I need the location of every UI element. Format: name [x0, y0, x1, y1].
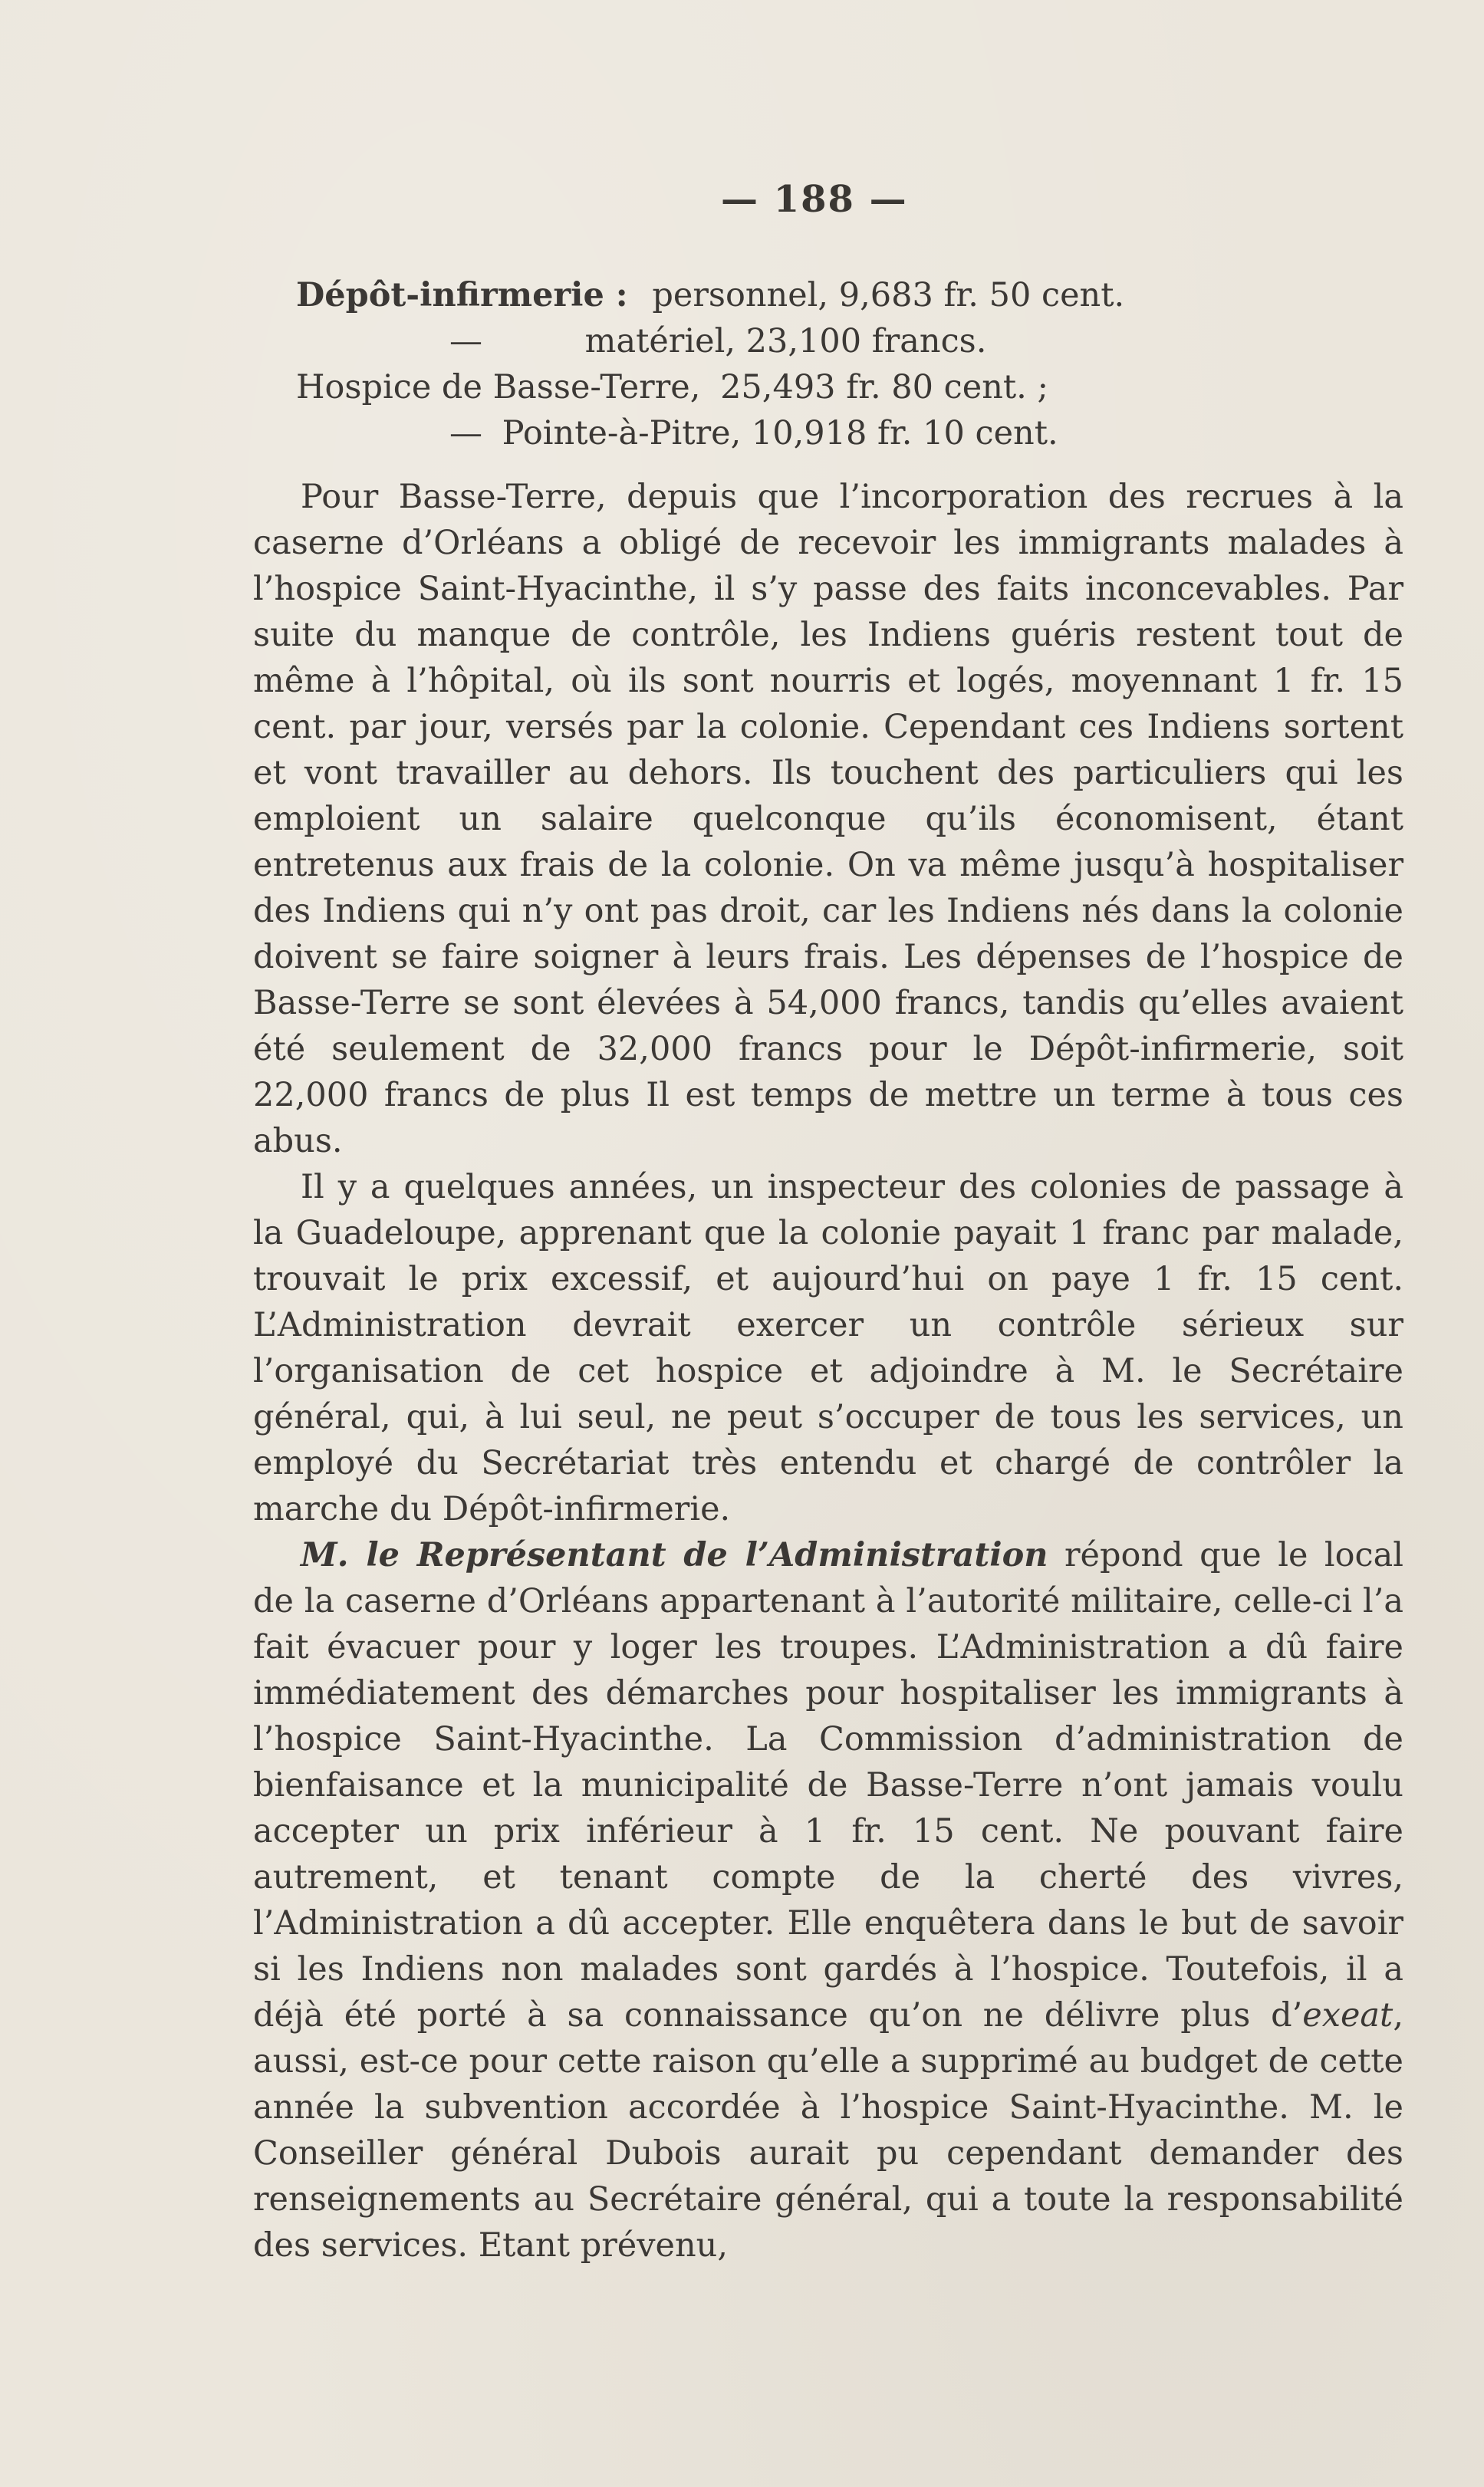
page-number: — 188 — [721, 178, 908, 221]
reply-text-part-2: , aussi, est-ce pour cette raison qu’elle a supprimé au budget de cette année la subvention accordée à l’hospice Saint-Hyacinthe. M. le Conseiller général Dubois aurait pu cependant demander des renseignements au Secrétaire général, qui a toute la responsabilité des services. Etant prévenu, [253, 1996, 1403, 2265]
paragraph-administration-reply [253, 1532, 1403, 2268]
expense-value: personnel, 9,683 fr. 50 cent. [652, 276, 1125, 314]
expense-label: — [449, 414, 482, 452]
expense-value: Pointe-à-Pitre, 10,918 fr. 10 cent. [502, 414, 1058, 452]
paragraph-inspector-remark: Il y a quelques années, un inspecteur des colonies de passage à la Guadeloupe, apprenant que la colonie payait 1 franc par malade, trouvait le prix excessif, et aujourd’hui on paye 1 fr. 15 cent. L’Administration devrait exercer un contrôle sérieux sur l’organisation de cet hospice et adjoindre à M. le Secrétaire général, qui, à lui seul, ne peut s’occuper de tous les services, un employé du Secrétariat très entendu et chargé de contrôler la marche du Dépôt-infirmerie. [253, 1168, 1403, 1528]
expense-line-depot-personnel [296, 272, 1370, 318]
speaker-name: M. le Représentant de l’Administration [301, 1536, 1048, 1574]
expense-line-hospice-pointe-a-pitre [296, 410, 1370, 456]
expense-label: — [449, 322, 482, 360]
expense-label: Hospice de Basse-Terre, [296, 368, 701, 406]
latin-term-exeat: exeat [1302, 1996, 1394, 2035]
expense-line-depot-materiel [296, 318, 1370, 364]
expense-value: matériel, 23,100 francs. [584, 322, 987, 360]
expense-label: Dépôt-infirmerie : [296, 276, 628, 314]
expense-line-hospice-basse-terre [296, 364, 1370, 410]
paragraph-basse-terre-abuses: Pour Basse-Terre, depuis que l’incorporation des recrues à la caserne d’Orléans a obligé de recevoir les immigrants malades à l’hospice Saint-Hyacinthe, il s’y passe des faits inconcevables. Par suite du manque de contrôle, les Indiens guéris restent tout de même à l’hôpital, où ils sont nourris et logés, moyennant 1 fr. 15 cent. par jour, versés par la colonie. Cependant ces Indiens sortent et vont travailler au dehors. Ils touchent des particuliers qui les emploient un salaire quelconque qu’ils économisent, étant entretenus aux frais de la colonie. On va même jusqu’à hospitaliser des Indiens qui n’y ont pas droit, car les Indiens nés dans la colonie doivent se faire soigner à leurs frais. Les dépenses de l’hospice de Basse-Terre se sont élevées à 54,000 francs, tandis qu’elles avaient été seulement de 32,000 francs pour le Dépôt-infirmerie, soit 22,000 francs de plus Il est temps de mettre un terme à tous ces abus. [253, 478, 1403, 1160]
body-text [253, 474, 1403, 2268]
reply-text-part-1: répond que le local de la caserne d’Orléans appartenant à l’autorité militaire, celle-ci l’a fait évacuer pour y loger les troupes. L’Administration a dû faire immédiatement des démarches pour hospitaliser les immigrants à l’hospice Saint-Hyacinthe. La Commission d’administration de bienfaisance et la municipalité de Basse-Terre n’ont jamais voulu accepter un prix inférieur à 1 fr. 15 cent. Ne pouvant faire autrement, et tenant compte de la cherté des vivres, l’Administration a dû accepter. Elle enquêtera dans le but de savoir si les Indiens non malades sont gardés à l’hospice. Toutefois, il a déjà été porté à sa connaissance qu’on ne délivre plus d’ [253, 1536, 1403, 2035]
expense-list [296, 272, 1370, 456]
expense-value: 25,493 fr. 80 cent. ; [720, 368, 1048, 406]
